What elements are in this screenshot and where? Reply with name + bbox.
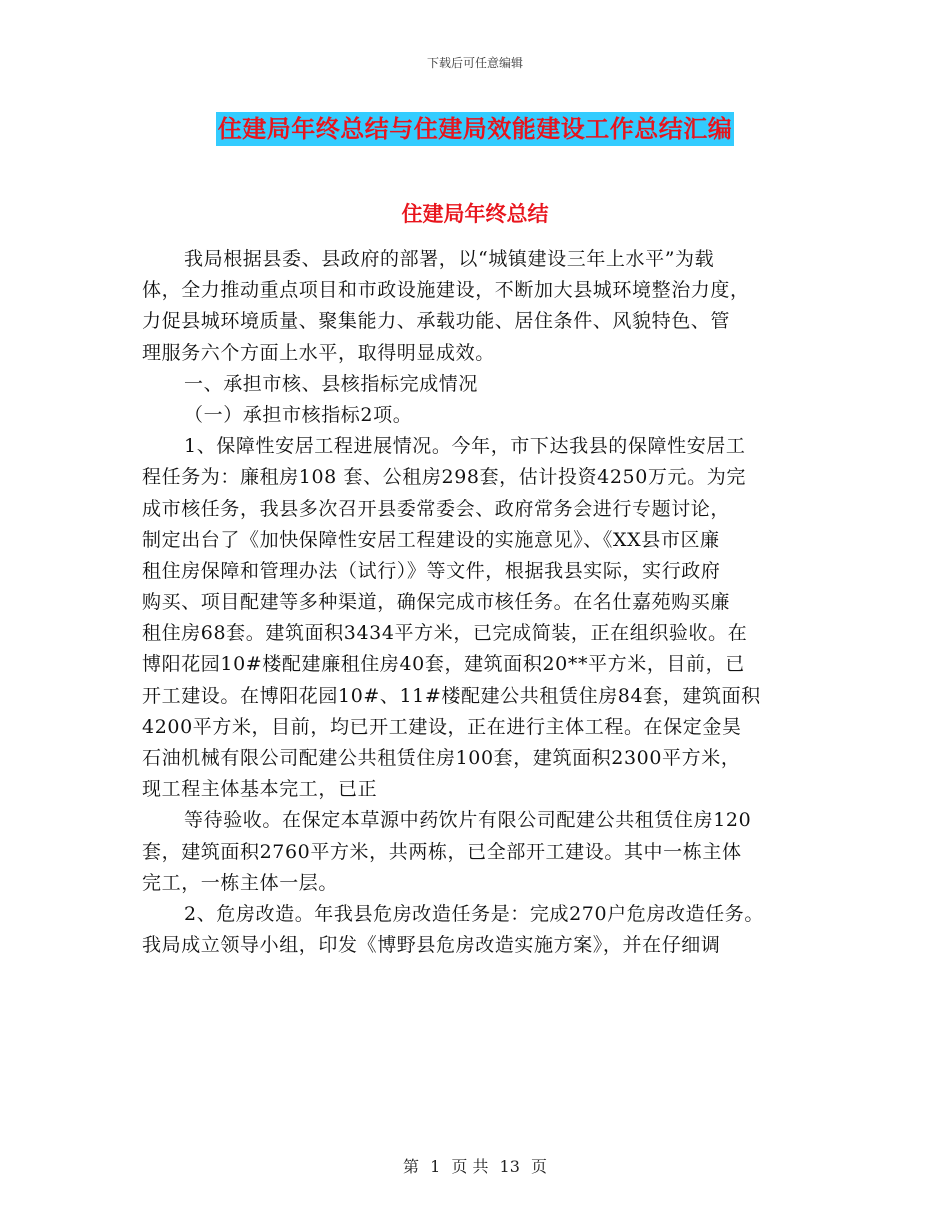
page-header-note: 下载后可任意编辑 <box>426 56 523 70</box>
text-line: 套，建筑面积2760平方米，共两栋，已全部开工建设。其中一栋主体 <box>142 840 742 863</box>
text-line: 力促县城环境质量、聚集能力、承载功能、居住条件、风貌特色、管 <box>142 310 731 333</box>
text-line: 现工程主体基本完工，已正 <box>142 778 378 801</box>
text-line: 博阳花园10#楼配建廉租住房40套，建筑面积20**平方米，目前，已 <box>142 653 745 676</box>
text-line: 完工，一栋主体一层。 <box>142 871 339 894</box>
text-line: 理服务六个方面上水平，取得明显成效。 <box>142 341 495 364</box>
text-line: 开工建设。在博阳花园10#、11#楼配建公共租赁住房84套，建筑面积 <box>142 684 761 707</box>
text-line: 我局根据县委、县政府的部署，以“城镇建设三年上水平”为载 <box>184 248 715 270</box>
text-line: 成市核任务，我县多次召开县委常委会、政府常务会进行专题讨论， <box>142 497 731 520</box>
text-line: 制定出台了《加快保障性安居工程建设的实施意见》、《XX县市区廉 <box>142 528 720 551</box>
section-title: 住建局年终总结 <box>401 202 549 226</box>
document-title <box>0 112 950 146</box>
text-line: （一）承担市核指标2项。 <box>184 403 413 426</box>
footer-page-number: 1 <box>430 1157 441 1176</box>
text-line: 购买、项目配建等多种渠道，确保完成市核任务。在名仕嘉苑购买廉 <box>142 591 731 614</box>
body-text <box>142 244 812 961</box>
footer-total-pages: 13 <box>499 1157 520 1176</box>
text-line: 我局成立领导小组，印发《博野县危房改造实施方案》，并在仔细调 <box>142 934 721 957</box>
text-line: 程任务为：廉租房108 套、公租房298套，估计投资4250万元。为完 <box>142 466 746 489</box>
text-line: 1、保障性安居工程进展情况。今年，市下达我县的保障性安居工 <box>184 435 746 458</box>
footer-suffix: 页 <box>531 1157 548 1176</box>
page-footer <box>0 1154 950 1177</box>
document-title-text: 住建局年终总结与住建局效能建设工作总结汇编 <box>216 112 735 146</box>
footer-middle: 页 共 <box>451 1157 489 1176</box>
text-line: 4200平方米，目前，均已开工建设，正在进行主体工程。在保定金昊 <box>142 715 742 738</box>
text-line: 石油机械有限公司配建公共租赁住房100套，建筑面积2300平方米， <box>142 747 741 769</box>
text-line: 租住房保障和管理办法（试行）》等文件，根据我县实际，实行政府 <box>142 559 721 582</box>
text-line: 体，全力推动重点项目和市政设施建设，不断加大县城环境整治力度， <box>142 279 750 302</box>
text-line: 一、承担市核、县核指标完成情况 <box>184 372 479 395</box>
text-line: 等待验收。在保定本草源中药饮片有限公司配建公共租赁住房120 <box>184 809 752 832</box>
footer-prefix: 第 <box>402 1157 419 1176</box>
text-line: 2、危房改造。年我县危房改造任务是：完成270户危房改造任务。 <box>184 902 764 925</box>
text-line: 租住房68套。建筑面积3434平方米，已完成简装，正在组织验收。在 <box>142 622 748 645</box>
